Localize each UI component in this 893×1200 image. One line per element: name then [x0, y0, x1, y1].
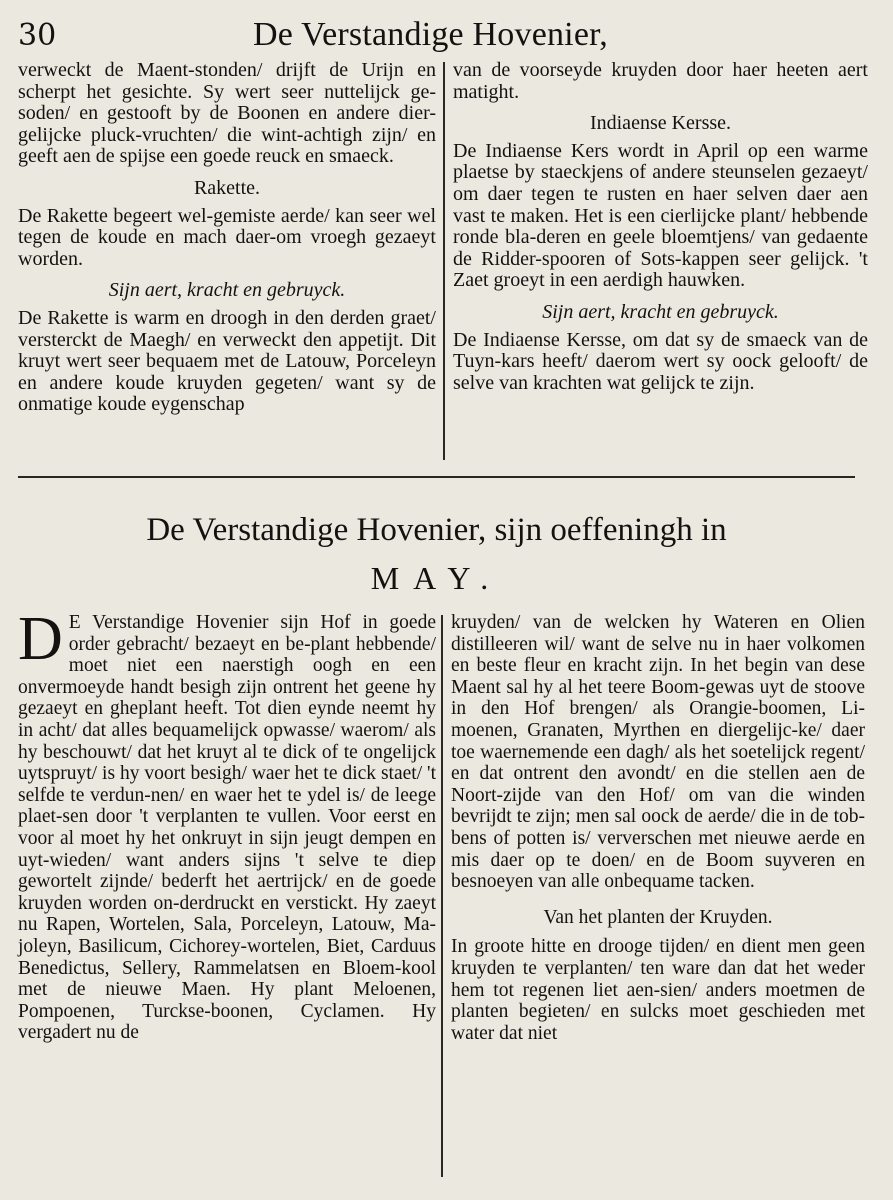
continuation-text: verweckt de Maent-stonden/ drijft de Urijn en scherpt het gesichte. Sy wert seer nuttelijck ge-soden/ en gestooft by de Boonen en andere dier-gelijcke pluck-vruchten/ die wint-achtigh zijn/ en geeft aen de spijse een goede reuck en smaeck.: [18, 59, 436, 168]
section-heading-rakette: Rakette.: [193, 176, 261, 199]
continuation-text: van de voorseyde kruyden door haer heeten aert matight.: [453, 59, 868, 103]
subheading-aert-kracht: Sijn aert, kracht en gebruyck.: [542, 300, 779, 323]
paragraph-may-intro: E Verstandige Hovenier sijn Hof in goede order gebracht/ bezaeyt en be-plant hebbende/ moet niet een naerstigh oogh en een onvermoeyde handt besigh zijn ontrent het geene hy gezaeyt en gheplant heeft. Tot dien eynde neemt hy in acht/ dat alles bequamelijck opwasse/ waerom/ als hy beschouwt/ dat het kruyt al te dick of te ongelijck uytspruyt/ is hy voort besigh/ waer het te dick staet/ 't selfde te verdun-nen/ en waer het te ydel is/ de leege plaet-sen door 't verplanten te vullen. Voor eerst en voor al moet hy het onkruyt in sijn jeugt dempen en uyt-wieden/ want anders sijns 't selve te diep gewortelt zijnde/ bederft het aertrijck/ en de goede kruyden worden on-derdruckt en verstickt. Hy zaeyt nu Rapen, Wortelen, Sala, Porceleyn, Latouw, Ma-joleyn, Basilicum, Cichorey-wortelen, Biet, Carduus Benedictus, Sellery, Rammelatsen en Bloem-kool met de nieuwe Maen. Hy plant Meloenen, Pompoenen, Turckse-boonen, Cyclamen. Hy vergadert nu de: [18, 612, 436, 1044]
top-left-column: [18, 60, 436, 416]
section-heading-indiaense-kersse: Indiaense Kersse.: [589, 112, 732, 135]
chapter-title: De Verstandige Hovenier, sijn oeffeningh in: [146, 512, 727, 548]
top-right-column: [453, 60, 868, 394]
column-divider-top: [443, 62, 445, 460]
paragraph-planten: In groote hitte en drooge tijden/ en dient men geen kruyden te verplanten/ ten ware dan dat het weder hem tot regenen liet aen-sien/ anders moetmen de planten begieten/ en sulcks moet geschieden met water dat niet: [451, 936, 865, 1044]
column-divider-bottom: [441, 615, 443, 1177]
bottom-left-column: [18, 605, 436, 1044]
paragraph-may-continued: kruyden/ van de welcken hy Wateren en Olien distilleeren wil/ want de selve nu in haer volkomen en beste fleur en kracht zijn. In het begin van dese Maent sal hy al het teere Boom-gewas uyt de stoove in den Hof brengen/ als Orangie-boomen, Li-moenen, Granaten, Myrthen en diergelijc-ke/ daer toe waernemende een dagh/ als het soetelijck regent/ en dat ontrent den avondt/ en die stellen aen de Noort-zijde van den Hof/ om van die winden bevrijdt te zijn; men sal oock de aerde/ die in de tob-bens of potten is/ ververschen met nieuwe aerde en mis daer op te doen/ en de Boom suyveren en besnoeyen van alle onbequame tacken.: [451, 612, 865, 893]
paragraph-rakette: De Rakette begeert wel-gemiste aerde/ kan seer wel tegen de koude en mach daer-om vroegh gezaeyt worden.: [18, 204, 436, 270]
drop-cap: D: [18, 605, 63, 673]
paragraph-rakette-aert: De Rakette is warm en droogh in den derden graet/ versterckt de Maegh/ en verweckt den appetijt. Dit kruyt wert seer bequaem met de Latouw, Porceleyn en andere koude kruyden gegeten/ want sy de onmatige koude eygenschap: [18, 306, 436, 416]
paragraph-indiaense-kersse: De Indiaense Kers wordt in April op een warme plaetse by staeckjens of andere steunselen gezaeyt/ om daer tegen te rusten en haer selven daer aen vast te maken. Het is een cierlijcke plant/ hebbende ronde bla-deren en geele bloemtjens/ van gedaente de Ridder-spooren of Sots-kappen seer gelijck. 't Zaet groeyt in een aerdigh hauwken.: [453, 139, 868, 292]
running-title: De Verstandige Hovenier,: [253, 16, 608, 53]
subheading-aert-kracht: Sijn aert, kracht en gebruyck.: [108, 279, 346, 302]
bottom-right-column: [451, 612, 865, 1044]
section-heading-planten: Van het planten der Kruyden.: [543, 906, 773, 928]
paragraph-indiaense-kersse-aert: De Indiaense Kersse, om dat sy de smaeck van de Tuyn-kars heeft/ daerom wert sy oock gelooft/ de selve van krachten wat gelijck te zijn.: [453, 328, 868, 394]
page-header: [18, 12, 873, 52]
horizontal-rule: [18, 476, 855, 478]
chapter-month: MAY.: [370, 560, 503, 596]
page-number: 30: [18, 18, 57, 53]
